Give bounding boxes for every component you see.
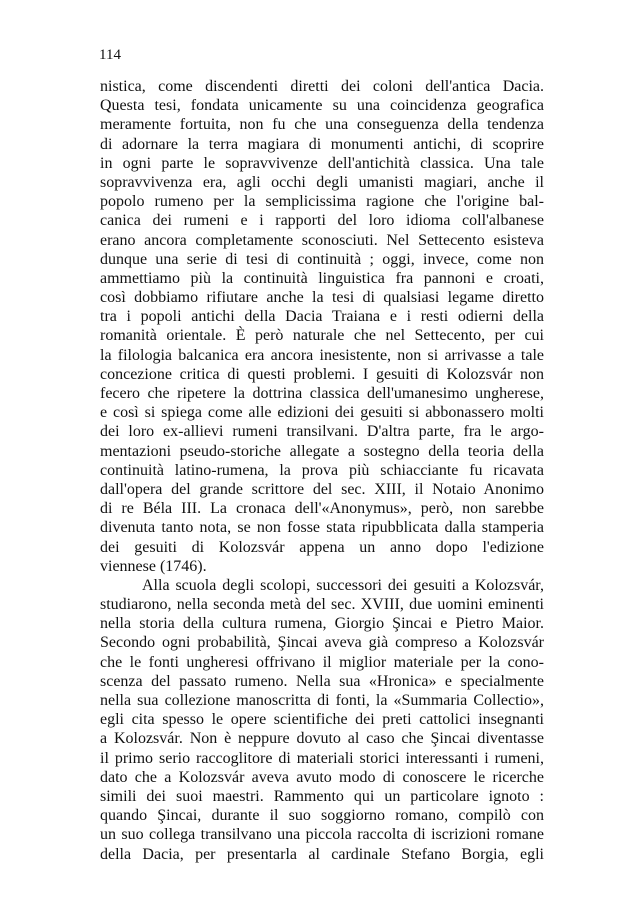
text-line: concezione critica di questi problemi. I gesuiti di Kolozsvár non — [100, 365, 544, 383]
paragraph-start-line: Alla scuola degli scolopi, successori dei gesuiti a Kolozsvár, — [142, 576, 544, 594]
text-line: viennese (1746). — [100, 557, 207, 575]
text-line: sopravvivenza era, agli occhi degli umanisti magiari, anche il — [100, 173, 544, 191]
text-line: ammettiamo più la continuità linguistica fra pannoni e croati, — [100, 269, 544, 287]
text-line: a Kolozsvár. Non è neppure dovuto al caso che Şincai diventasse — [100, 730, 544, 748]
text-line: erano ancora completamente sconosciuti. Nel Settecento esisteva — [100, 231, 544, 249]
text-line: nistica, come discendenti diretti dei coloni dell'antica Dacia. — [100, 78, 544, 95]
text-line: dei loro ex-allievi rumeni transilvani. D'altra parte, fra le argo- — [100, 423, 544, 441]
text-line: e così si spiega come alle edizioni dei gesuiti si abbonassero molti — [100, 404, 544, 422]
text-line: popolo rumeno per la semplicissima ragione che l'origine bal- — [100, 193, 544, 211]
text-line: Secondo ogni probabilità, Şincai aveva già compreso a Kolozsvár — [100, 634, 544, 652]
text-line: dato che a Kolozsvár aveva avuto modo di conoscere le ricerche — [100, 768, 544, 786]
text-line: il primo serio raccoglitore di materiali storici interessanti i rumeni, — [100, 749, 544, 767]
text-line: Questa tesi, fondata unicamente su una coincidenza geografica — [100, 97, 544, 115]
text-line: così dobbiamo rifiutare anche la tesi di qualsiasi legame diretto — [100, 289, 544, 307]
text-line: studiarono, nella seconda metà del sec. XVIII, due uomini eminenti — [100, 596, 544, 614]
text-line: simili dei suoi maestri. Rammento qui un particolare ignoto : — [100, 787, 544, 805]
text-line: di re Béla III. La cronaca dell'«Anonymus», però, non sarebbe — [100, 500, 544, 518]
text-line: fecero che ripetere la dottrina classica dell'umanesimo ungherese, — [100, 385, 544, 402]
text-line: la filologia balcanica era ancora inesistente, non si arrivasse a tale — [100, 346, 544, 364]
text-body — [100, 77, 544, 864]
text-line: dunque una serie di tesi di continuità ; oggi, invece, come non — [100, 250, 544, 268]
text-line: dei gesuiti di Kolozsvár appena un anno dopo l'edizione — [100, 538, 544, 556]
text-line: di adornare la terra magiara di monumenti antichi, di scoprire — [100, 135, 544, 153]
text-line: della Dacia, per presentarla al cardinale Stefano Borgia, egli — [100, 845, 544, 863]
text-line: continuità latino-rumena, la prova più schiacciante fu ricavata — [100, 461, 544, 479]
text-line: nella storia della cultura rumena, Giorgio Şincai e Pietro Maior. — [100, 615, 544, 633]
text-line: che le fonti ungheresi offrivano il miglior materiale per la cono- — [100, 653, 544, 671]
text-line: meramente fortuita, non fu che una conseguenza della tendenza — [100, 116, 544, 134]
text-line: egli cita spesso le opere scientifiche dei preti cattolici insegnanti — [100, 711, 544, 729]
text-line: dall'opera del grande scrittore del sec. XIII, il Notaio Anonimo — [100, 480, 544, 498]
text-line: tra i popoli antichi della Dacia Traiana e i resti odierni della — [100, 308, 544, 326]
text-line: un suo collega transilvano una piccola raccolta di iscrizioni romane — [100, 826, 544, 844]
text-line: quando Şincai, durante il suo soggiorno romano, compilò con — [100, 807, 544, 825]
text-line: canica dei rumeni e i rapporti del loro idioma coll'albanese — [100, 212, 544, 230]
text-line: romanità orientale. È però naturale che nel Settecento, per cui — [100, 327, 544, 345]
page-number: 114 — [99, 47, 121, 63]
text-line: divenuta tanto nota, se non fosse stata ripubblicata dalla stamperia — [100, 519, 544, 537]
text-line: nella sua collezione manoscritta di fonti, la «Summaria Collectio», — [100, 692, 544, 709]
text-line: mentazioni pseudo-storiche allegate a sostegno della teoria della — [100, 442, 544, 460]
text-line: scenza del passato rumeno. Nella sua «Hronica» e specialmente — [100, 672, 544, 690]
text-line: in ogni parte le sopravvivenze dell'antichità classica. Una tale — [100, 154, 544, 172]
